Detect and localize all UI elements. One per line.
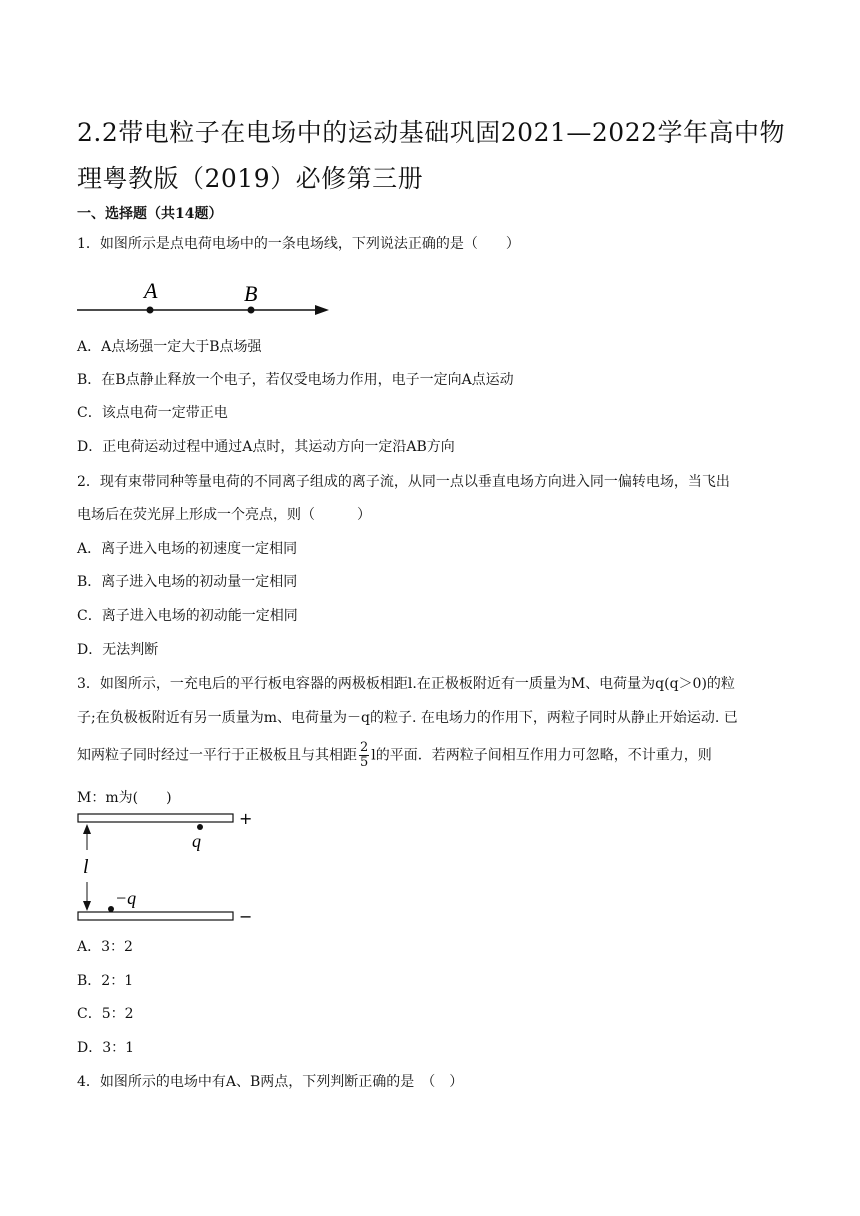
q1-option-b: B．在B点静止释放一个电子，若仅受电场力作用，电子一定向A点运动 bbox=[77, 372, 514, 388]
particle-neg-q-dot bbox=[108, 906, 114, 912]
distance-arrow-down-icon bbox=[83, 901, 91, 911]
q1-option-d: D．正电荷运动过程中通过A点时，其运动方向一定沿AB方向 bbox=[77, 439, 455, 455]
fraction-two-fifths bbox=[359, 741, 369, 770]
point-a-label: A bbox=[144, 278, 158, 303]
q3-stem-line1: 3．如图所示，一充电后的平行板电容器的两极板相距l.在正极板附近有一质量为M、电荷量为q(q＞0)的粒 bbox=[77, 676, 735, 692]
q3-option-a: A．3：2 bbox=[77, 939, 133, 955]
q2-option-d: D．无法判断 bbox=[77, 642, 159, 658]
q1-option-c: C．该点电荷一定带正电 bbox=[77, 405, 228, 421]
particle-q-label: q bbox=[192, 831, 201, 851]
q3-stem-line2: 子;在负极板附近有另一质量为m、电荷量为－q的粒子. 在电场力的作用下，两粒子同时从静止开始运动. 已 bbox=[77, 710, 738, 726]
q3-stem-line3-part1: 知两粒子同时经过一平行于正极板且与其相距 bbox=[77, 747, 357, 764]
q3-stem-line4: M：m为( ) bbox=[77, 790, 172, 806]
q2-stem-line1: 2．现有束带同种等量电荷的不同离子组成的离子流，从同一点以垂直电场方向进入同一偏转电场，当飞出 bbox=[77, 474, 730, 490]
point-a-dot bbox=[147, 307, 154, 314]
q3-option-c: C．5：2 bbox=[77, 1006, 134, 1022]
q1-stem: 1．如图所示是点电荷电场中的一条电场线，下列说法正确的是（ ） bbox=[77, 236, 520, 252]
distance-l-label: l bbox=[83, 856, 89, 878]
q1-option-a: A．A点场强一定大于B点场强 bbox=[77, 339, 262, 355]
particle-neg-q-label: −q bbox=[115, 888, 137, 908]
fraction-denominator: 5 bbox=[360, 755, 369, 770]
distance-arrow-up-icon bbox=[83, 824, 91, 834]
q4-stem: 4．如图所示的电场中有A、B两点，下列判断正确的是 （ ） bbox=[77, 1074, 464, 1090]
positive-plate bbox=[78, 814, 233, 822]
fraction-numerator: 2 bbox=[360, 740, 369, 755]
minus-sign: − bbox=[239, 907, 253, 926]
arrow-head-icon bbox=[315, 305, 329, 315]
q2-option-a: A．离子进入电场的初速度一定相同 bbox=[77, 541, 298, 557]
q2-stem-line2: 电场后在荧光屏上形成一个亮点，则（ ） bbox=[77, 507, 371, 523]
point-b-label: B bbox=[244, 281, 258, 306]
q1-field-line-figure bbox=[77, 276, 337, 320]
section-heading: 一、选择题（共14题） bbox=[77, 206, 223, 222]
plus-sign: + bbox=[239, 810, 253, 828]
particle-q-dot bbox=[197, 824, 203, 830]
negative-plate bbox=[78, 912, 233, 920]
document-title: 2.2带电粒子在电场中的运动基础巩固2021—2022学年高中物理粤教版（2019）必修第三册 bbox=[77, 118, 786, 193]
q3-option-d: D．3：1 bbox=[77, 1040, 135, 1056]
q2-option-c: C．离子进入电场的初动能一定相同 bbox=[77, 608, 298, 624]
q3-option-b: B．2：1 bbox=[77, 973, 134, 989]
q3-stem-line3-part2: l的平面．若两粒子间相互作用力可忽略，不计重力，则 bbox=[371, 747, 712, 764]
q3-stem-line3 bbox=[77, 741, 712, 770]
q2-option-b: B．离子进入电场的初动量一定相同 bbox=[77, 574, 298, 590]
point-b-dot bbox=[248, 307, 255, 314]
q3-capacitor-figure bbox=[77, 810, 267, 928]
